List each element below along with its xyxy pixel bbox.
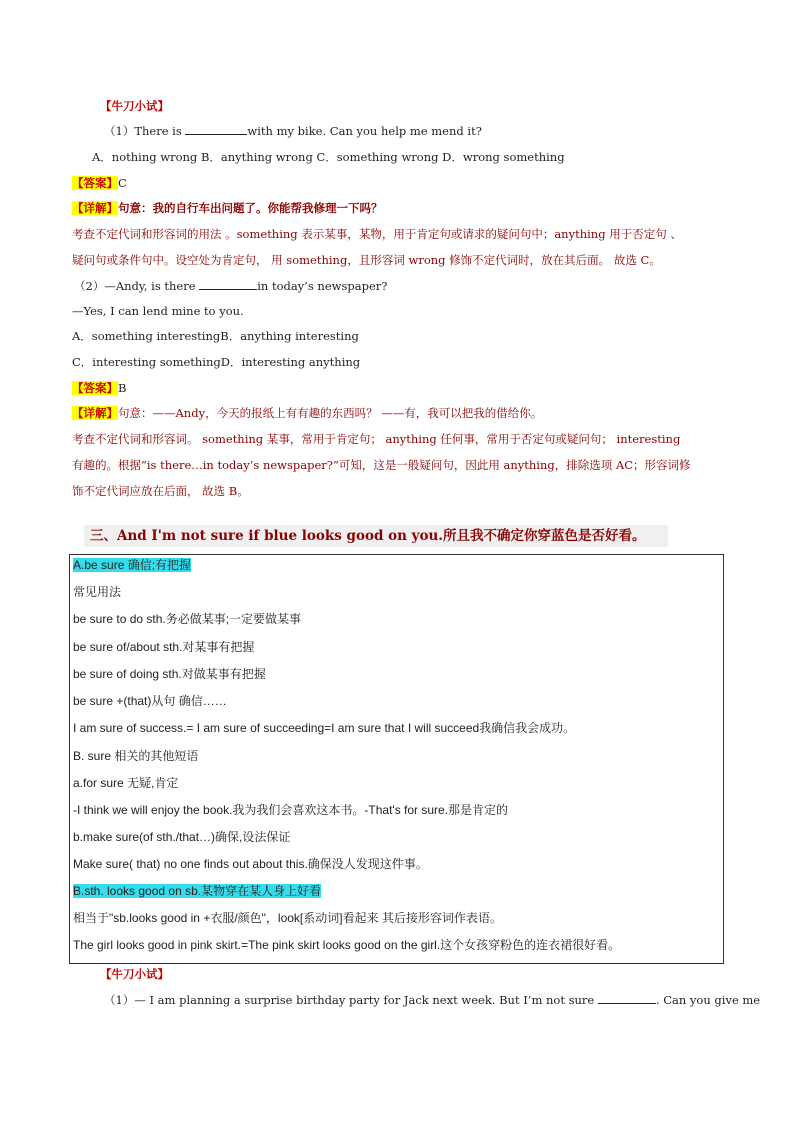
answer-row-2 bbox=[72, 380, 126, 396]
note-line: Make sure( that) no one finds out about this.确保没人发现这件事。 bbox=[73, 857, 428, 871]
answer-blank bbox=[199, 278, 257, 290]
answer-blank bbox=[598, 992, 656, 1004]
question-2: （2）—Andy, is there in today’s newspaper? bbox=[74, 279, 388, 293]
note-line: be sure of doing sth.对做某事有把握 bbox=[73, 667, 266, 681]
notes-box bbox=[69, 554, 724, 964]
question-1-options: A．nothing wrong B．anything wrong C．something wrong D．wrong something bbox=[92, 150, 565, 164]
practice-heading: 【牛刀小试】 bbox=[100, 99, 169, 113]
section-heading: 三、And I'm not sure if blue looks good on you.所且我不确定你穿蓝色是否好看。 bbox=[84, 525, 668, 547]
question-3: （1）— I am planning a surprise birthday party for Jack next week. But I’m not sure . Can you give me bbox=[104, 993, 761, 1007]
detail-meaning: 句意：——Andy，今天的报纸上有有趣的东西吗？ ——有，我可以把我的借给你。 bbox=[118, 406, 543, 420]
note-line: -I think we will enjoy the book.我为我们会喜欢这本书。-That's for sure.那是肯定的 bbox=[73, 803, 509, 817]
answer-row-1 bbox=[72, 175, 127, 191]
note-line: b.make sure(of sth./that…)确保,设法保证 bbox=[73, 830, 291, 844]
detail-meaning: 句意：我的自行车出问题了。你能帮我修理一下吗？ bbox=[118, 201, 383, 215]
note-line: I am sure of success.= I am sure of succeeding=I am sure that I will succeed我确信我会成功。 bbox=[73, 721, 576, 735]
explanation-line: 考查不定代词和形容词的用法 。something 表示某事，某物，用于肯定句或请求的疑问句中；anything 用于否定句 、 bbox=[72, 227, 682, 241]
note-line: 常见用法 bbox=[73, 585, 122, 599]
note-line: be sure of/about sth.对某事有把握 bbox=[73, 640, 255, 654]
note-line: B. sure 相关的其他短语 bbox=[73, 749, 199, 763]
explanation-line: 饰不定代词应放在后面， 故选 B。 bbox=[72, 484, 249, 498]
practice-heading: 【牛刀小试】 bbox=[100, 967, 169, 981]
detail-row-1 bbox=[72, 200, 383, 216]
note-line: 相当于"sb.looks good in +衣服/颜色"，look[系动词]看起来 其后接形容词作表语。 bbox=[73, 911, 502, 925]
answer-tag: 【答案】 bbox=[72, 176, 118, 190]
note-line: The girl looks good in pink skirt.=The pink skirt looks good on the girl.这个女孩穿粉色的连衣裙很好看。 bbox=[73, 938, 621, 952]
detail-tag: 【详解】 bbox=[72, 201, 118, 215]
question-2-options-ab: A．something interestingB．anything interesting bbox=[72, 329, 359, 343]
question-2-reply: —Yes, I can lend mine to you. bbox=[72, 304, 244, 318]
answer-blank bbox=[185, 123, 247, 135]
question-2-options-cd: C．interesting somethingD．interesting anything bbox=[72, 355, 361, 369]
detail-row-2 bbox=[72, 405, 542, 421]
explanation-line: 疑问句或条件句中。设空处为肯定句， 用 something，且形容词 wrong 修饰不定代词时，放在其后面。 故选 C。 bbox=[72, 253, 661, 267]
explanation-line: 考查不定代词和形容词。 something 某事，常用于肯定句； anything 任何事，常用于否定句或疑问句； interesting bbox=[72, 432, 681, 446]
note-heading-a: A.be sure 确信;有把握 bbox=[73, 558, 192, 572]
note-heading-b: B.sth. looks good on sb.某物穿在某人身上好看 bbox=[73, 884, 322, 898]
explanation-line: 有趣的。根据“is there…in today’s newspaper?”可知，这是一般疑问句，因此用 anything，排除选项 AC；形容词修 bbox=[72, 458, 691, 472]
answer-value: B bbox=[118, 381, 127, 395]
question-1: （1）There is with my bike. Can you help me mend it? bbox=[104, 124, 482, 138]
answer-tag: 【答案】 bbox=[72, 381, 118, 395]
answer-value: C bbox=[118, 176, 127, 190]
note-line: be sure +(that)从句 确信…… bbox=[73, 694, 227, 708]
note-line: a.for sure 无疑,肯定 bbox=[73, 776, 179, 790]
detail-tag: 【详解】 bbox=[72, 406, 118, 420]
note-line: be sure to do sth.务必做某事;一定要做某事 bbox=[73, 612, 302, 626]
